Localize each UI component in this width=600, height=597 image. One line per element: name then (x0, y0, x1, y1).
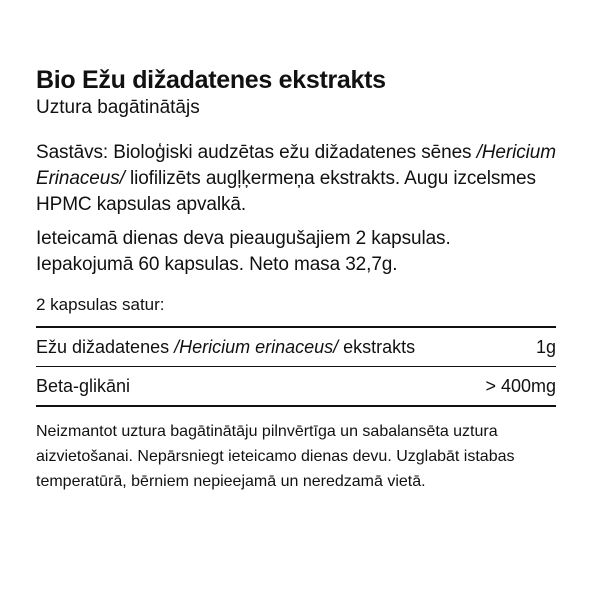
supplement-label (36, 66, 556, 494)
product-subtitle: Uztura bagātinātājs (36, 97, 200, 118)
serving-title: 2 kapsulas satur: (36, 295, 165, 314)
row-name-prefix: Ežu dižadatenes (36, 337, 175, 357)
serving-row-name (36, 328, 415, 366)
row-name-latin: /Hericium erinaceus/ (174, 337, 339, 357)
table-row (36, 367, 556, 407)
dosage-text (36, 226, 556, 278)
serving-row-name: Beta-glikāni (36, 376, 131, 396)
dosage-line-1: Ieteicamā dienas deva pieaugušajiem 2 kapsulas. (36, 228, 451, 249)
serving-row-amount: 1g (535, 337, 556, 357)
ingredients-suffix: liofilizēts augļķermeņa ekstrakts. Augu izcelsmes HPMC kapsulas apvalkā. (36, 168, 536, 215)
dosage-line-2: Iepakojumā 60 kapsulas. Neto masa 32,7g. (36, 254, 398, 275)
product-title: Bio Ežu dižadatenes ekstrakts (36, 66, 386, 94)
warning-text: Neizmantot uztura bagātinātāju pilnvērtīga un sabalansēta uztura aizvietošanai. Nepārsniegt ieteicamo dienas devu. Uzglabāt istabas temperatūrā, bērniem nepieejamā un neredzamā vietā. (36, 423, 515, 490)
ingredients-latin-name: /Hericium Erinaceus/ (36, 142, 556, 189)
table-row (36, 328, 556, 367)
ingredients-prefix: Sastāvs: Bioloģiski audzētas ežu dižadatenes sēnes (36, 142, 477, 163)
serving-table (36, 328, 556, 407)
row-name-suffix: ekstrakts (338, 337, 416, 357)
ingredients-text (36, 140, 556, 218)
serving-row-amount: > 400mg (485, 376, 556, 396)
